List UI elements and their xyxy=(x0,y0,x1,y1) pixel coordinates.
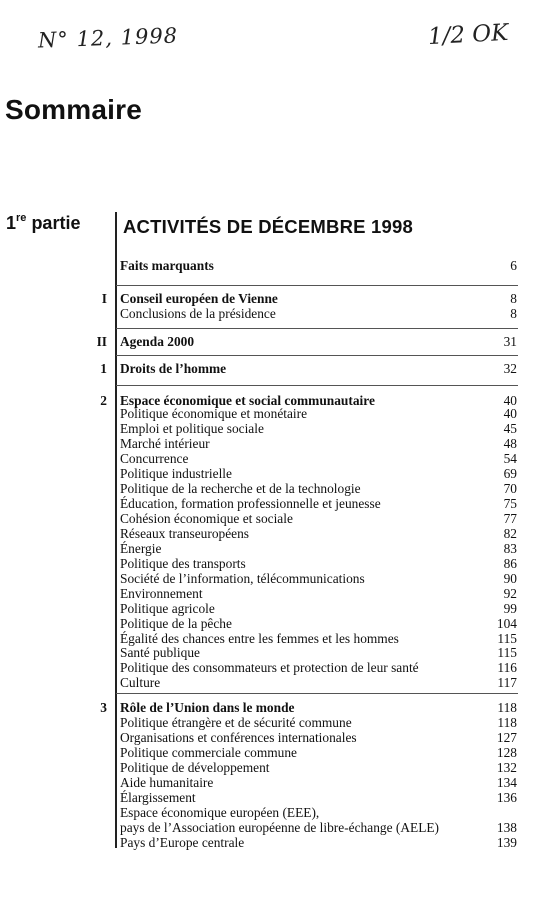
toc-section-row xyxy=(0,361,544,377)
toc-entry-row xyxy=(0,496,544,512)
section-separator xyxy=(116,328,518,329)
page-number: 127 xyxy=(496,730,517,745)
toc-entry-row xyxy=(0,805,544,821)
page-number: 138 xyxy=(496,820,517,835)
section-separator xyxy=(116,385,518,386)
page-number: 32 xyxy=(503,361,517,376)
page-number: 40 xyxy=(503,393,517,408)
page-number: 54 xyxy=(503,451,517,466)
entry-title: Emploi et politique sociale xyxy=(120,421,264,436)
entry-title: Société de l’information, télécommunications xyxy=(120,571,365,586)
toc-entry-row xyxy=(0,526,544,542)
part-ordinal-suffix: re xyxy=(16,212,27,224)
toc-entry-row xyxy=(0,511,544,527)
section-number: 1 xyxy=(100,361,107,376)
toc-entry-row xyxy=(0,760,544,776)
part-heading: ACTIVITÉS DE DÉCEMBRE 1998 xyxy=(123,216,413,237)
entry-title: Politique industrielle xyxy=(120,466,232,481)
page-number: 92 xyxy=(503,586,517,601)
entry-title: Agenda 2000 xyxy=(120,334,195,349)
section-number: 3 xyxy=(100,700,107,715)
page-number: 31 xyxy=(503,334,517,349)
entry-title: Espace économique et social communautaire xyxy=(120,393,375,408)
page-number: 8 xyxy=(510,291,517,306)
page-number: 134 xyxy=(496,775,517,790)
page-number: 6 xyxy=(510,258,517,273)
page-number: 40 xyxy=(503,406,517,421)
entry-title: Pays d’Europe centrale xyxy=(120,835,245,850)
entry-title: Marché intérieur xyxy=(120,436,210,451)
entry-title: Concurrence xyxy=(120,451,189,466)
page-number: 132 xyxy=(496,760,517,775)
page-number: 83 xyxy=(503,541,517,556)
entry-title: Réseaux transeuropéens xyxy=(120,526,250,541)
entry-title: Politique commerciale commune xyxy=(120,745,298,760)
page-number: 70 xyxy=(503,481,517,496)
section-separator xyxy=(116,693,518,694)
entry-title: Élargissement xyxy=(120,790,196,805)
toc-section-row xyxy=(0,700,544,716)
toc-section-row xyxy=(0,334,544,350)
entry-title: Égalité des chances entre les femmes et les hommes xyxy=(120,631,399,646)
entry-title: Politique agricole xyxy=(120,601,215,616)
toc-entry-row xyxy=(0,790,544,806)
toc-entry-row xyxy=(0,451,544,467)
section-number: II xyxy=(96,334,107,349)
entry-title: Énergie xyxy=(120,541,162,556)
entry-title: pays de l’Association européenne de libre-échange (AELE) xyxy=(120,820,440,835)
entry-title: Politique des transports xyxy=(120,556,246,571)
entry-title: Rôle de l’Union dans le monde xyxy=(120,700,295,715)
entry-title: Santé publique xyxy=(120,645,200,660)
section-separator xyxy=(116,355,518,356)
section-number: 2 xyxy=(100,393,107,408)
toc-entry-row xyxy=(0,616,544,632)
entry-title: Espace économique européen (EEE), xyxy=(120,805,320,820)
page-number: 86 xyxy=(503,556,517,571)
toc-entry-row xyxy=(0,645,544,661)
toc-entry-row xyxy=(0,481,544,497)
section-number: I xyxy=(101,291,107,306)
toc-entry-row xyxy=(0,835,544,851)
page-number: 128 xyxy=(496,745,517,760)
section-separator xyxy=(116,285,518,286)
page-number: 117 xyxy=(497,675,517,690)
entry-title: Politique économique et monétaire xyxy=(120,406,308,421)
entry-title: Politique de la pêche xyxy=(120,616,232,631)
toc-entry-row xyxy=(0,406,544,422)
part-label xyxy=(6,213,80,234)
page-number: 104 xyxy=(496,616,517,631)
part-ordinal: 1 xyxy=(6,213,17,233)
page-title: Sommaire xyxy=(5,94,142,125)
page-number: 45 xyxy=(503,421,517,436)
page-number: 90 xyxy=(503,571,517,586)
entry-title: Conclusions de la présidence xyxy=(120,306,276,321)
entry-title: Politique de la recherche et de la technologie xyxy=(120,481,361,496)
entry-title: Droits de l’homme xyxy=(120,361,227,376)
toc-entry-row xyxy=(0,571,544,587)
toc-entry-row xyxy=(0,601,544,617)
entry-title: Faits marquants xyxy=(120,258,214,273)
page-number: 115 xyxy=(497,645,517,660)
entry-title: Aide humanitaire xyxy=(120,775,214,790)
entry-title: Politique étrangère et de sécurité commune xyxy=(120,715,352,730)
page-number: 116 xyxy=(497,660,517,675)
toc-section-row xyxy=(0,291,544,307)
page-number: 118 xyxy=(497,715,517,730)
entry-title: Politique de développement xyxy=(120,760,270,775)
toc-entry-row xyxy=(0,421,544,437)
entry-title: Organisations et conférences internationales xyxy=(120,730,357,745)
entry-title: Environnement xyxy=(120,586,203,601)
toc-entry-row xyxy=(0,556,544,572)
page-number: 82 xyxy=(503,526,517,541)
page-number: 136 xyxy=(496,790,517,805)
page-number: 69 xyxy=(503,466,517,481)
toc-entry-row xyxy=(0,775,544,791)
page-number: 8 xyxy=(510,306,517,321)
page-number: 48 xyxy=(503,436,517,451)
handwritten-note-left: N° 12, 1998 xyxy=(37,23,179,53)
toc-section-row xyxy=(0,258,544,274)
toc-entry-row xyxy=(0,306,544,322)
toc-entry-row xyxy=(0,660,544,676)
page-number: 139 xyxy=(496,835,517,850)
page-number: 75 xyxy=(503,496,517,511)
toc-entry-row xyxy=(0,541,544,557)
page-number: 115 xyxy=(497,631,517,646)
page-number: 77 xyxy=(503,511,517,526)
handwritten-note-right: 1/2 OK xyxy=(427,19,510,51)
entry-title: Cohésion économique et sociale xyxy=(120,511,293,526)
toc-entry-row xyxy=(0,745,544,761)
page-number: 99 xyxy=(503,601,517,616)
toc-entry-row xyxy=(0,820,544,836)
toc-entry-row xyxy=(0,730,544,746)
entry-title: Politique des consommateurs et protection de leur santé xyxy=(120,660,419,675)
toc-entry-row xyxy=(0,586,544,602)
toc-entry-row xyxy=(0,715,544,731)
toc-entry-row xyxy=(0,466,544,482)
page-number: 118 xyxy=(497,700,517,715)
entry-title: Culture xyxy=(120,675,161,690)
toc-entry-row xyxy=(0,675,544,691)
entry-title: Éducation, formation professionnelle et jeunesse xyxy=(120,496,381,511)
entry-title: Conseil européen de Vienne xyxy=(120,291,278,306)
part-word: partie xyxy=(31,213,81,233)
toc-entry-row xyxy=(0,436,544,452)
